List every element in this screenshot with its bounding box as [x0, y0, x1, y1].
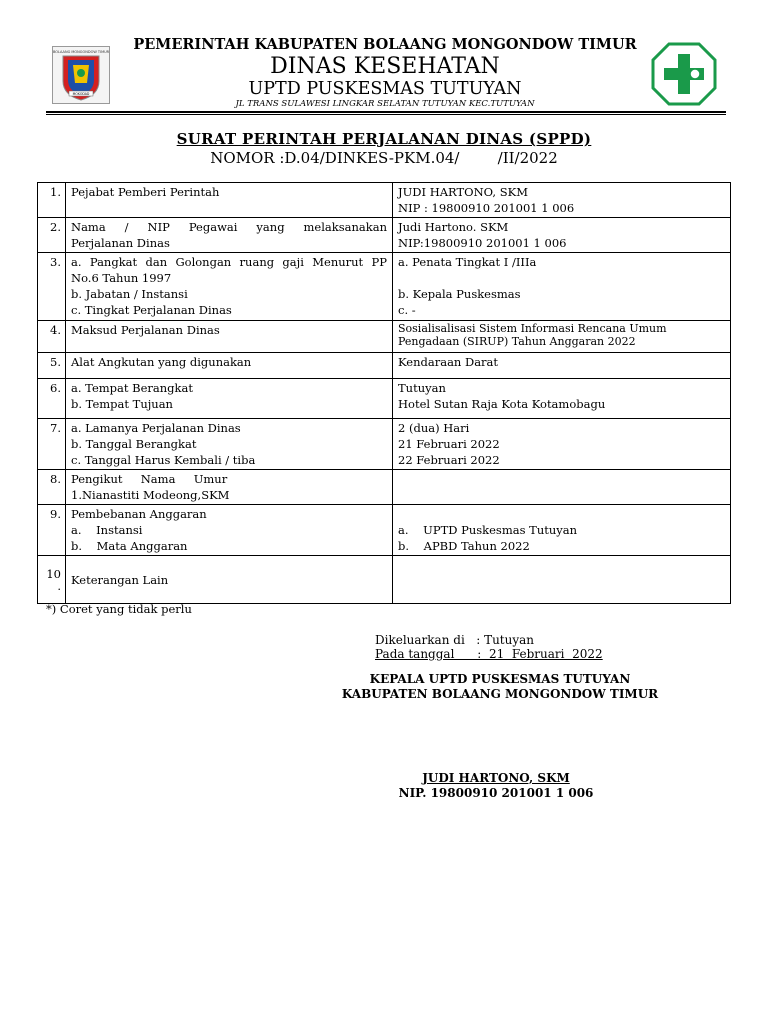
- value-line: NIP:19800910 201001 1 006: [398, 236, 567, 250]
- row-label-text: Pejabat Pemberi Perintah: [71, 185, 220, 199]
- label-line: Nama / NIP Pegawai yang melaksanakan: [71, 220, 387, 234]
- row-label: [66, 379, 393, 419]
- header-rule-thin: [46, 114, 726, 115]
- signatory-nip: NIP. 19800910 201001 1 006: [398, 786, 594, 800]
- row-number: 2.: [38, 218, 66, 253]
- label-line: b. Tempat Tujuan: [71, 397, 173, 411]
- document-number: NOMOR :D.04/DINKES-PKM.04/ /II/2022: [210, 149, 558, 167]
- value-line: b. Kepala Puskesmas: [398, 287, 521, 301]
- row-label: [66, 353, 393, 379]
- value-line: 2 (dua) Hari: [398, 421, 470, 435]
- value-line: a. UPTD Puskesmas Tutuyan: [398, 523, 578, 537]
- row-value: [393, 470, 731, 505]
- label-line: c. Tingkat Perjalanan Dinas: [71, 303, 232, 317]
- row-value: [393, 183, 731, 218]
- value-line: a. Penata Tingkat I /IIIa: [398, 255, 537, 269]
- label-line: a. Tempat Berangkat: [71, 381, 193, 395]
- label-line: a. Lamanya Perjalanan Dinas: [71, 421, 241, 435]
- row-value: [393, 379, 731, 419]
- label-line: 1.Nianastiti Modeong,SKM: [71, 488, 230, 502]
- row-value: [393, 321, 731, 353]
- row-number: 3.: [38, 253, 66, 321]
- row-label-text: Keterangan Lain: [71, 572, 169, 587]
- signatory-region: KABUPATEN BOLAANG MONGONDOW TIMUR: [341, 687, 659, 701]
- table-row: [38, 183, 731, 218]
- label-line: b. Jabatan / Instansi: [71, 287, 188, 301]
- issued-date: Pada tanggal : 21 Februari 2022: [375, 647, 603, 661]
- label-line: b. Tanggal Berangkat: [71, 437, 197, 451]
- table-row: [38, 253, 731, 321]
- row-label: [66, 470, 393, 505]
- document-title: SURAT PERINTAH PERJALANAN DINAS (SPPD): [176, 130, 592, 148]
- label-line: Pengikut Nama Umur: [71, 472, 228, 486]
- row-value: [393, 419, 731, 470]
- table-row: [38, 470, 731, 505]
- row-number: 4.: [38, 321, 66, 353]
- value-line: Kendaraan Darat: [398, 355, 499, 369]
- footnote: *) Coret yang tidak perlu: [46, 602, 192, 616]
- label-line: No.6 Tahun 1997: [71, 271, 172, 285]
- row-label: [66, 321, 393, 353]
- row-number: 6.: [38, 379, 66, 419]
- label-line: a. Pangkat dan Golongan ruang gaji Menurut PP: [71, 255, 387, 269]
- issued-place: Dikeluarkan di : Tutuyan: [375, 633, 535, 647]
- table-row: [38, 321, 731, 353]
- value-line: Tutuyan: [398, 381, 446, 395]
- row-label-text: Maksud Perjalanan Dinas: [71, 323, 220, 337]
- value-line: Sosialisalisasi Sistem Informasi Rencana Umum: [398, 322, 667, 335]
- row-number: 9.: [38, 505, 66, 556]
- header-government: PEMERINTAH KABUPATEN BOLAANG MONGONDOW TIMUR: [133, 36, 637, 53]
- label-line: Perjalanan Dinas: [71, 236, 170, 250]
- row-number: 7.: [38, 419, 66, 470]
- table-row: [38, 419, 731, 470]
- value-line: Pengadaan (SIRUP) Tahun Anggaran 2022: [398, 335, 636, 348]
- header-address: JL TRANS SULAWESI LINGKAR SELATAN TUTUYAN KEC.TUTUYAN: [235, 99, 535, 109]
- header-unit: UPTD PUSKESMAS TUTUYAN: [248, 79, 522, 99]
- logo-caption: BOLAANG MONGONDOW TIMUR: [53, 50, 109, 54]
- row-value: [393, 505, 731, 556]
- table-row: [38, 505, 731, 556]
- value-line: b. APBD Tahun 2022: [398, 539, 530, 553]
- header-agency: DINAS KESEHATAN: [270, 54, 500, 79]
- row-number: 10 .: [38, 556, 66, 604]
- value-line: Judi Hartono. SKM: [398, 220, 509, 234]
- value-line: JUDI HARTONO, SKM: [398, 185, 528, 199]
- row-value: [393, 353, 731, 379]
- row-label: [66, 419, 393, 470]
- row-number: 1.: [38, 183, 66, 218]
- row-label-text: Alat Angkutan yang digunakan: [71, 355, 252, 369]
- signatory-title: KEPALA UPTD PUSKESMAS TUTUYAN: [369, 672, 631, 686]
- row-label: [66, 556, 393, 604]
- signatory-name: JUDI HARTONO, SKM: [422, 771, 570, 785]
- row-value: [393, 218, 731, 253]
- label-line: Pembebanan Anggaran: [71, 507, 207, 521]
- table-row: [38, 379, 731, 419]
- value-line: 22 Februari 2022: [398, 453, 500, 467]
- value-line: 21 Februari 2022: [398, 437, 500, 451]
- logo-motto: MOKODAD: [72, 92, 90, 96]
- value-line: c. -: [398, 303, 416, 317]
- label-line: a. Instansi: [71, 523, 143, 537]
- header-rule-thick: [46, 111, 726, 113]
- row-label: [66, 253, 393, 321]
- row-label: [66, 505, 393, 556]
- sppd-table: [37, 182, 731, 604]
- row-value: [393, 556, 731, 604]
- label-line: c. Tanggal Harus Kembali / tiba: [71, 453, 256, 467]
- row-label: [66, 218, 393, 253]
- row-number: 8.: [38, 470, 66, 505]
- value-line: NIP : 19800910 201001 1 006: [398, 201, 575, 215]
- row-number: 5.: [38, 353, 66, 379]
- table-row: [38, 353, 731, 379]
- value-line: Hotel Sutan Raja Kota Kotamobagu: [398, 397, 606, 411]
- table-row: [38, 218, 731, 253]
- row-label: [66, 183, 393, 218]
- row-value: [393, 253, 731, 321]
- table-row: [38, 556, 731, 604]
- label-line: b. Mata Anggaran: [71, 539, 188, 553]
